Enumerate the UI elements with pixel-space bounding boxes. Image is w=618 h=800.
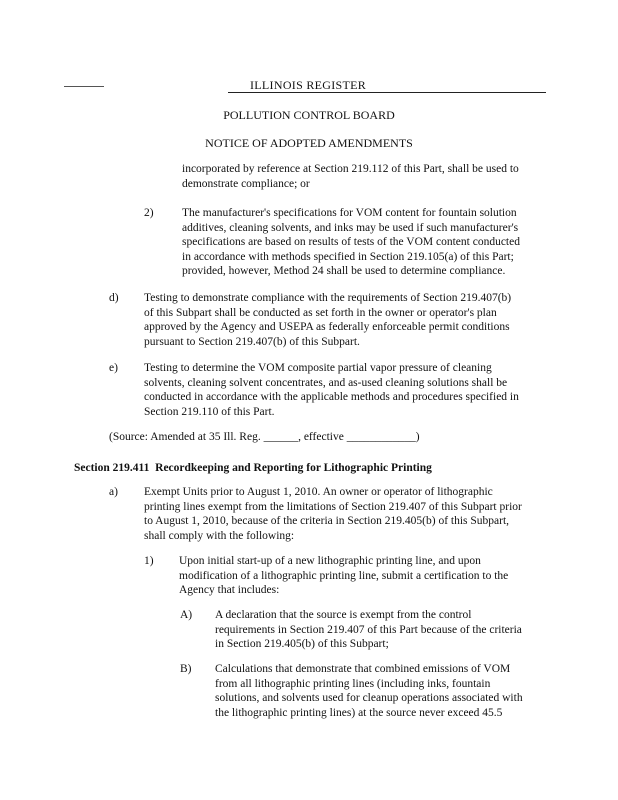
text-line: Agency that includes:: [179, 584, 280, 596]
item-d-paragraph: [144, 291, 511, 349]
item-label: d): [109, 292, 119, 304]
continuation-paragraph: [182, 162, 519, 191]
item-1-paragraph: [179, 554, 508, 598]
text-line: of this Subpart shall be conducted as set forth in the owner or operator's plan: [144, 306, 497, 319]
text-line: Section 219.110 of this Part.: [144, 405, 275, 418]
item-A-paragraph: [215, 608, 522, 652]
register-title: ILLINOIS REGISTER: [250, 78, 367, 92]
text-line: printing lines exempt from the limitations of Section 219.407 of this Subpart prior: [144, 500, 522, 513]
item-label: A): [180, 609, 193, 621]
text-line: to August 1, 2010, because of the criteria in Section 219.405(b) of this Subpart,: [144, 515, 510, 527]
text-line: Exempt Units prior to August 1, 2010. An owner or operator of lithographic: [144, 486, 493, 498]
item-label: 2): [144, 207, 154, 219]
section-title: Recordkeeping and Reporting for Lithographic Printing: [155, 462, 432, 474]
item-label: e): [109, 362, 118, 374]
item-B-paragraph: [215, 662, 523, 720]
text-line: Upon initial start-up of a new lithographic printing line, and upon: [179, 555, 481, 567]
text-line: shall comply with the following:: [144, 529, 295, 542]
item-a-paragraph: [144, 485, 522, 543]
section-number: Section 219.411: [74, 462, 150, 474]
header-left-mark: [64, 86, 104, 87]
text-line: Calculations that demonstrate that combined emissions of VOM: [215, 663, 511, 675]
section-heading: [74, 461, 432, 476]
text-line: Testing to demonstrate compliance with the requirements of Section 219.407(b): [144, 292, 512, 304]
item-label: 1): [144, 555, 154, 567]
item-2-paragraph: [182, 206, 520, 279]
text-line: from all lithographic printing lines (including inks, fountain: [215, 677, 491, 690]
text-line: The manufacturer's specifications for VOM content for fountain solution: [182, 207, 517, 219]
text-line: modification of a lithographic printing line, submit a certification to the: [179, 569, 509, 582]
text-line: solutions, and solvents used for cleanup operations associated with: [215, 692, 523, 704]
text-line: additives, cleaning solvents, and inks may be used if such manufacturer's: [182, 221, 519, 234]
text-line: incorporated by reference at Section 219.112 of this Part, shall be used to: [182, 163, 519, 175]
text-line: specifications are based on results of tests of the VOM content conducted: [182, 236, 520, 248]
source-note: (Source: Amended at 35 Ill. Reg. ______, effective ____________): [109, 431, 420, 443]
text-line: A declaration that the source is exempt from the control: [215, 609, 472, 621]
item-label: a): [109, 486, 118, 498]
text-line: demonstrate compliance; or: [182, 177, 310, 190]
notice-title: NOTICE OF ADOPTED AMENDMENTS: [205, 136, 413, 150]
text-line: in accordance with methods specified in Section 219.105(a) of this Part;: [182, 250, 514, 263]
text-line: Testing to determine the VOM composite partial vapor pressure of cleaning: [144, 362, 492, 374]
text-line: the lithographic printing lines) at the source never exceed 45.5: [215, 706, 503, 719]
board-name: POLLUTION CONTROL BOARD: [223, 108, 395, 122]
text-line: solvents, cleaning solvent concentrates, and as-used cleaning solutions shall be: [144, 376, 508, 389]
text-line: in Section 219.405(b) of this Subpart;: [215, 638, 389, 650]
text-line: requirements in Section 219.407 of this Part because of the criteria: [215, 623, 522, 636]
text-line: approved by the Agency and USEPA as federally enforceable permit conditions: [144, 321, 510, 333]
item-label: B): [180, 663, 192, 675]
text-line: conducted in accordance with the applicable methods and procedures specified in: [144, 391, 519, 403]
item-e-paragraph: [144, 361, 519, 419]
text-line: provided, however, Method 24 shall be used to determine compliance.: [182, 265, 506, 277]
text-line: pursuant to Section 219.407(b) of this Subpart.: [144, 335, 360, 348]
